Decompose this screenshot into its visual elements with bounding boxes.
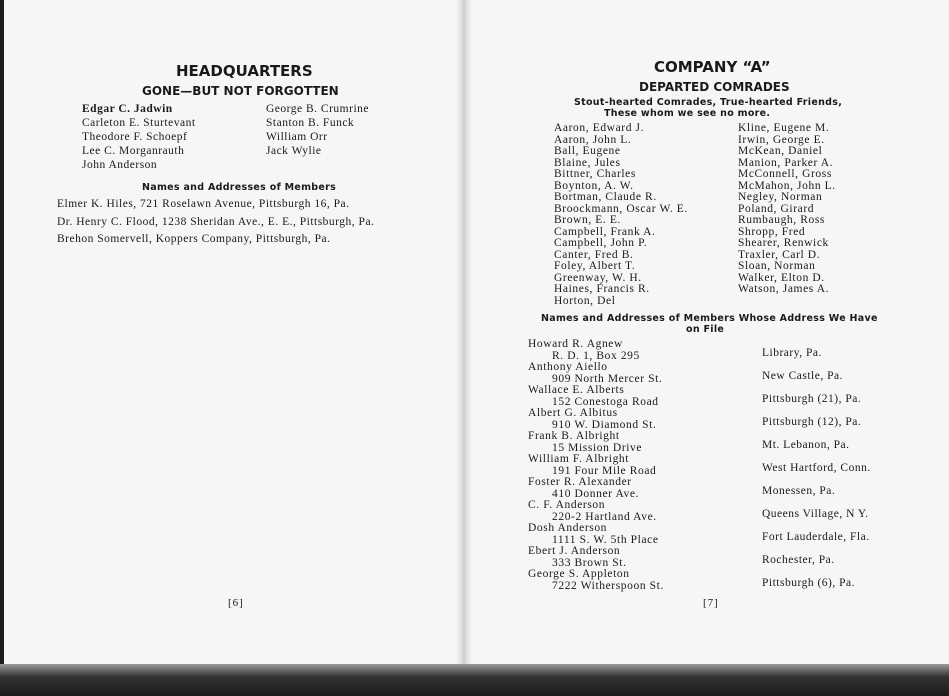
departed-name: Aaron, John L.: [554, 133, 632, 146]
member-entry: [528, 453, 928, 476]
departed-name: Negley, Norman: [738, 191, 823, 203]
departed-name: Shearer, Renwick: [738, 237, 829, 249]
member-name: Ebert J. Anderson: [528, 545, 621, 557]
departed-name: Horton, Del: [554, 294, 616, 307]
member-city: Fort Lauderdale, Fla.: [762, 531, 870, 543]
hq-member-address: Brehon Somervell, Koppers Company, Pittsburgh, Pa.: [57, 233, 331, 245]
member-city: Pittsburgh (6), Pa.: [762, 577, 855, 589]
right-page: [464, 0, 949, 672]
departed-name: Blaine, Jules: [554, 156, 621, 169]
member-entry: [528, 430, 928, 453]
member-name: Frank B. Albright: [528, 430, 620, 442]
book-gutter: [456, 0, 472, 672]
member-street: 410 Donner Ave.: [552, 487, 640, 500]
departed-name: George B. Crumrine: [266, 103, 370, 115]
member-name: George S. Appleton: [528, 568, 630, 580]
departed-name: McMahon, John L.: [738, 179, 836, 192]
member-entry: [528, 384, 928, 407]
departed-name: Poland, Girard: [738, 202, 815, 215]
departed-name: Manion, Parker A.: [738, 156, 834, 169]
member-street: 333 Brown St.: [552, 556, 627, 569]
departed-name: John Anderson: [82, 159, 158, 171]
departed-name: Sloan, Norman: [738, 260, 816, 272]
member-city: Queens Village, N Y.: [762, 508, 869, 520]
departed-name: Bortman, Claude R.: [554, 191, 657, 203]
member-name: Howard R. Agnew: [528, 338, 623, 350]
departed-name: Theodore F. Schoepf: [82, 131, 188, 143]
departed-name: Traxler, Carl D.: [738, 248, 821, 261]
departed-name: Broockmann, Oscar W. E.: [554, 202, 688, 215]
departed-name: Canter, Fred B.: [554, 248, 634, 261]
member-street: R. D. 1, Box 295: [552, 349, 640, 362]
member-city: Pittsburgh (21), Pa.: [762, 393, 862, 405]
company-departed-column-2: [738, 123, 836, 296]
member-name: Albert G. Albitus: [528, 407, 618, 419]
gone-not-forgotten-heading: GONE—BUT NOT FORGOTTEN: [142, 84, 339, 98]
departed-name: Brown, E. E.: [554, 214, 621, 226]
member-street: 1111 S. W. 5th Place: [552, 533, 659, 546]
member-name: Wallace E. Alberts: [528, 384, 625, 396]
departed-name: Jack Wylie: [266, 145, 322, 157]
hq-member-address: Elmer K. Hiles, 721 Roselawn Avenue, Pittsburgh 16, Pa.: [57, 198, 350, 210]
member-city: West Hartford, Conn.: [762, 462, 871, 474]
member-entry: [528, 568, 928, 591]
member-name: Dosh Anderson: [528, 522, 608, 534]
page-number-left: [6]: [228, 597, 244, 609]
member-street: 191 Four Mile Road: [552, 464, 657, 477]
member-name: William F. Albright: [528, 453, 630, 465]
departed-name: Ball, Eugene: [554, 145, 621, 157]
departed-name: Foley, Albert T.: [554, 260, 636, 272]
hq-member-address: Dr. Henry C. Flood, 1238 Sheridan Ave., E. E., Pittsburgh, Pa.: [57, 216, 375, 228]
member-entry: [528, 407, 928, 430]
departed-name: Campbell, John P.: [554, 237, 648, 249]
departed-name: Haines, Francis R.: [554, 283, 650, 295]
departed-name: Irwin, George E.: [738, 133, 825, 146]
member-entry: [528, 522, 928, 545]
departed-name: Watson, James A.: [738, 283, 830, 295]
member-street: 152 Conestoga Road: [552, 395, 659, 408]
departed-comrades-heading: DEPARTED COMRADES: [639, 80, 790, 94]
member-city: Rochester, Pa.: [762, 554, 835, 566]
departed-name: Walker, Elton D.: [738, 271, 825, 284]
departed-name: Kline, Eugene M.: [738, 122, 830, 134]
member-street: 220-2 Hartland Ave.: [552, 510, 657, 523]
departed-name: Edgar C. Jadwin: [82, 103, 173, 115]
departed-name: Greenway, W. H.: [554, 271, 642, 284]
departed-name: Campbell, Frank A.: [554, 225, 656, 238]
member-street: 909 North Mercer St.: [552, 372, 663, 385]
company-departed-column-1: [554, 123, 688, 307]
departed-name: Stanton B. Funck: [266, 117, 355, 129]
departed-name: Boynton, A. W.: [554, 179, 634, 192]
member-street: 7222 Witherspoon St.: [552, 579, 664, 592]
page-bottom-edge: [0, 664, 949, 696]
member-street: 15 Mission Drive: [552, 441, 643, 454]
member-entry: [528, 338, 928, 361]
departed-name: William Orr: [266, 131, 328, 143]
hq-members-heading: Names and Addresses of Members: [142, 182, 337, 193]
departed-name: McKean, Daniel: [738, 145, 823, 157]
member-city: Pittsburgh (12), Pa.: [762, 416, 862, 428]
tagline-line-2: These whom we see no more.: [604, 108, 771, 119]
member-city: Mt. Lebanon, Pa.: [762, 439, 850, 451]
member-name: Anthony Aiello: [528, 361, 608, 373]
departed-name: Aaron, Edward J.: [554, 122, 645, 134]
company-a-title: COMPANY “A”: [654, 58, 771, 76]
departed-name: Shropp, Fred: [738, 225, 806, 238]
departed-name: McConnell, Gross: [738, 168, 832, 180]
member-street: 910 W. Diamond St.: [552, 418, 657, 431]
departed-name: Rumbaugh, Ross: [738, 214, 825, 226]
tagline-line-1: Stout-hearted Comrades, True-hearted Friends,: [574, 97, 843, 108]
member-city: Monessen, Pa.: [762, 485, 836, 497]
member-city: New Castle, Pa.: [762, 370, 843, 382]
page-number-right: [7]: [703, 597, 719, 609]
member-entry: [528, 361, 928, 384]
hq-departed-column-1: [82, 102, 196, 172]
headquarters-title: HEADQUARTERS: [176, 62, 313, 80]
departed-name: Bittner, Charles: [554, 168, 636, 180]
departed-name: Lee C. Morganrauth: [82, 145, 185, 157]
member-address-list: [528, 338, 928, 591]
departed-name: Carleton E. Sturtevant: [82, 117, 196, 129]
member-entry: [528, 476, 928, 499]
hq-departed-column-2: [266, 102, 369, 158]
members-heading-line-1: Names and Addresses of Members Whose Address We Have: [541, 313, 878, 324]
member-city: Library, Pa.: [762, 347, 822, 359]
member-name: Foster R. Alexander: [528, 476, 632, 488]
member-name: C. F. Anderson: [528, 499, 606, 511]
members-heading-line-2: on File: [686, 324, 725, 335]
member-entry: [528, 545, 928, 568]
member-entry: [528, 499, 928, 522]
left-page: [4, 0, 462, 672]
